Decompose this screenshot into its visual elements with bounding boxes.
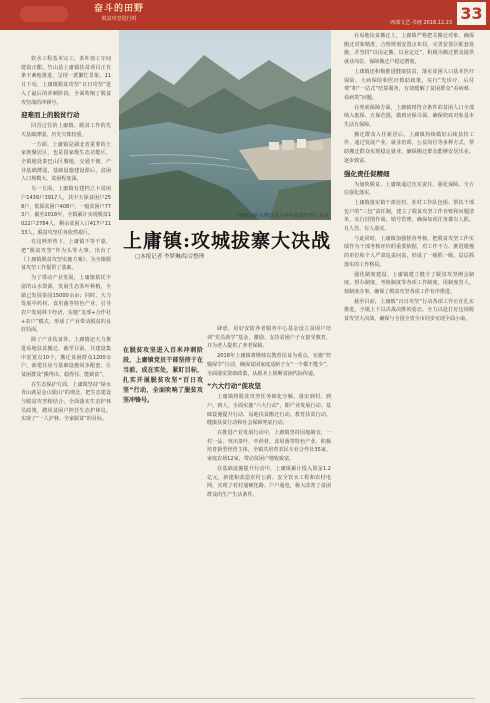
article-byline: □本报记者 李梦琳/综合整理 [135, 254, 205, 260]
section-title: 奋斗的田野 [93, 4, 144, 14]
paragraph: 搬迁群众入住新居后，上庸镇持续做好后续扶持工作，通过发展产业、就业培训、公益岗位等多种方式，帮助搬迁群众实现稳定就业，确保搬迁群众能够安居乐业、逐步致富。 [344, 131, 474, 164]
section-banner [80, 3, 158, 27]
paragraph: 回首过往的上庸镇，脱贫工作的先天基础薄弱，历史欠账较重。 [21, 123, 111, 138]
paragraph: 2018年上庸镇将继续以教育扶贫为重点，实施“控辍保学”行动，确保贫困家庭适龄子女“一个都不能少”，全面落实资助政策，从根本上阻断贫困代际传递。 [207, 353, 331, 377]
paragraph: 软水工程基本完工，茶叶加工车间建设正酣。竹山县上庸镇扶贫项目正有条不紊地推进，呈现一派繁忙景象。11月下旬，上庸镇脱贫攻坚“百日攻坚”进入了最后的冲刺阶段，全面吹响了脱贫攻坚战的冲锋号。 [21, 56, 111, 106]
river-town-illustration [119, 30, 331, 220]
article-headline: 上庸镇:攻城拔寨大决战 [123, 230, 332, 252]
paragraph: 另一方面，上庸镇有建档立卡贫困户1439户3917人，其中五保贫困户258户，低保贫困户408户，一般贫困户773户。截至2018年，全镇累计实现脱贫1022户2784人，剩余贫困人口417户1133人，脱贫攻坚任务依然艰巨。 [21, 186, 111, 236]
paragraph: 上庸镇还积极推进健康扶贫，落实贫困人口基本医疗保险、大病保险和医疗救助政策，实行“先诊疗、后付费”和“一站式”结算服务，有效缓解了贫困群众“看病难、看病贵”问题。 [344, 68, 474, 101]
subheading: “六大行动”促攻坚 [207, 382, 262, 391]
bottom-rule [20, 698, 475, 699]
paragraph: 在基础设施提升行动中，上庸镇累计投入资金1.2亿元，新建和改造农村公路、安全饮水工程和农村电网，实现了村村通硬化路、户户通电，极大改善了贫困群众的生产生活条件。 [207, 465, 331, 498]
paragraph: 在这种形势下，上庸镇不等不靠，把“脱贫攻坚”作为头等大事，出台了《上庸镇脱贫攻坚实施方案》，为全镇脱贫攻坚工作提供了基础。 [21, 239, 111, 272]
landscape-photo [119, 30, 331, 220]
article-column-3 [344, 32, 474, 696]
paragraph: 一方面，上庸镇是湖北省重要的土家族聚居区，也是国家级生态功能区，全镇地处秦巴山区腹地，交通不便、产业基础薄弱，基础设施建设滞后，贫困人口规模大、贫困程度深。 [21, 141, 111, 183]
article-column-1 [21, 55, 111, 697]
paragraph: 上庸镇将脱贫攻坚任务细化分解，落实到村、到户、到人，全面实施“六大行动”，即产业发展行动、基础设施提升行动、易地扶贫搬迁行动、教育扶贫行动、健康扶贫行动和社会保障兜底行动。 [207, 394, 331, 427]
page-masthead [0, 0, 490, 30]
paragraph: 强化制度建设。上庸镇建立健全了脱贫攻坚例会制度、督办制度、考核制度等各项工作制度，用制度管人、按制度办事，确保了脱贫攻坚各项工作有序推进。 [344, 271, 474, 295]
paragraph: 在易地扶贫搬迁上，上庸镇严格把关搬迁对象，确保搬迁对象精准，合理规划安置点布局，完善安置区配套设施，并坚持“以岗定搬、以业定迁”，积极为搬迁群众提供就业岗位，保障搬迁户稳定增收。 [344, 33, 474, 66]
paragraph: 在兜底保障方面，上庸镇将符合条件的贫困人口全部纳入低保、五保范围，做到应保尽保，确保兜底对象基本生活有保障。 [344, 104, 474, 129]
masthead-ornament [20, 6, 68, 22]
paragraph: 除了产业扶贫外，上庸镇还大力推进易地扶贫搬迁，截至目前，共建设集中安置点10个，搬迁贫困群众1200余户，新建住房与基础设施同步配套，让贫困群众“搬得出、稳得住、能致富”。 [21, 337, 111, 378]
paragraph: 截至目前，上庸镇“百日攻坚”行动各项工作正在扎实推进，全镇上下以决战决胜的姿态，全力以赴打好这场脱贫攻坚大决战，确保与全国全省全市同步实现全面小康。 [344, 298, 474, 323]
article-column-2 [207, 325, 331, 695]
paragraph: 肆虐，用好安防养老服务中心基金设立贫困户培训“党员助学”基金，激励、支持贫困户子女接受教育，并为老人提供了养老保障。 [207, 326, 331, 350]
paragraph: 在推进产业发展行动中，上庸镇坚持因地制宜、一村一品，突出茶叶、中药材、食用菌等特色产业，积极培育新型经营主体，全镇共培育农民专业合作社35家、家庭农场12家，带动贫困户增收致富。 [207, 430, 331, 463]
paragraph: 与此同时，上庸镇加强督查考核，把脱贫攻坚工作实绩作为干部考核评价的重要依据，对工作不力、推进缓慢的单位和个人严肃追责问责，形成了一级抓一级、层层抓落实的工作格局。 [344, 235, 474, 268]
paragraph: 为了带动产业发展，上庸镇依托丰富的山水资源，发展生态茶叶种植，全镇已发展茶园15000余亩；同时，大力发展中药材、食用菌等特色产业，引导农户发展林下经济，实施“支部+合作社+农户”模式，形成了产业带动脱贫的良好局面。 [21, 275, 111, 334]
paragraph: 在生态保护方面，上庸镇坚持“绿水青山就是金山银山”的理念，把生态建设与脱贫攻坚相结合，全面落实生态护林员政策，聘用贫困户担任生态护林员，实现了“一人护林、全家脱贫”的目标。 [21, 381, 111, 423]
subheading: 迎难而上的脱贫行动 [21, 111, 80, 120]
photo-caption: 上庸镇水码头搬迁成为乡村旅游的热门景点 [233, 213, 329, 219]
paragraph: 上庸镇落实镇干部包村、驻村工作队包组、帮扶干部包户的“三包”责任制，建立了脱贫攻坚工作台账和问题清单，实行挂图作战、销号管理，确保每项任务都有人抓、有人管、有人落实。 [344, 199, 474, 233]
subheading: 强化责任促精细 [344, 169, 390, 178]
date-line: 西部文艺·书画 2018.12.23 [390, 20, 452, 26]
paragraph: 为加快脱贫，上庸镇通过压实责任、强化保障、全方位强化落实。 [344, 181, 474, 197]
page-number: 33 [457, 2, 486, 25]
section-subtitle: 脱贫攻坚进行时 [101, 16, 137, 22]
pull-quote: 在脱贫攻坚进入百米冲刺阶段，上庸镇党员干部坚持于在当前、成在实处，紧盯目标，扎实开展脱贫攻坚“百日攻坚”行动，全面吹响了脱贫攻坚冲锋号。 [123, 347, 203, 404]
